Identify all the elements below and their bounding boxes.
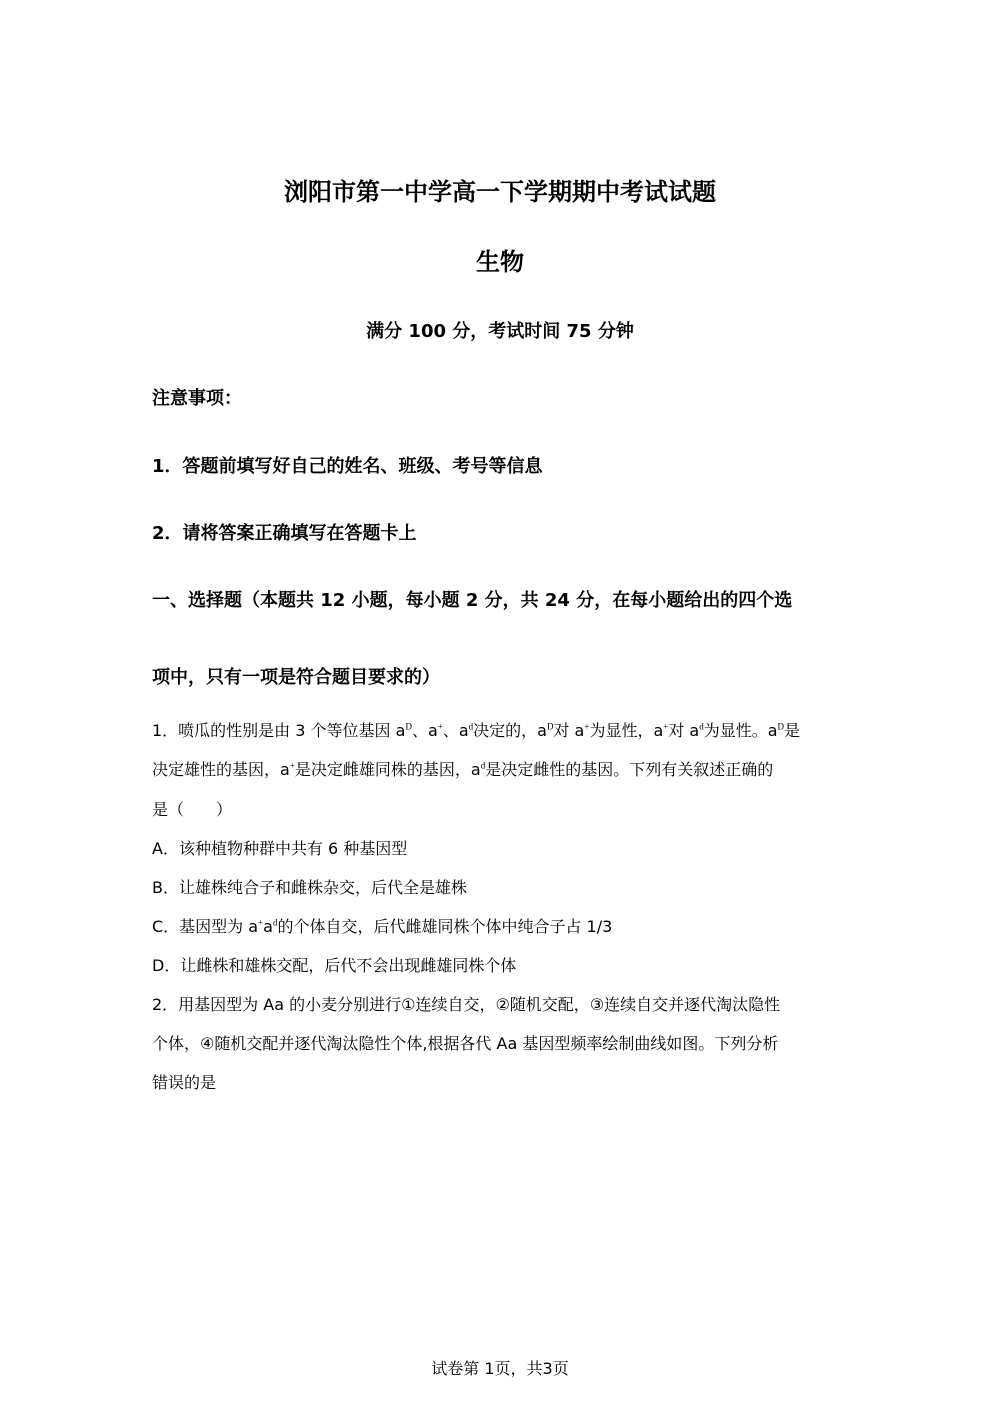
section-heading-line1: 一、选择题（本题共 12 小题，每小题 2 分，共 24 分，在每小题给出的四个选 (152, 590, 793, 611)
q2-line1: 2．用基因型为 Aa 的小麦分别进行①连续自交，②随机交配，③连续自交并逐代淘汰隐性 (152, 995, 781, 1014)
q1-option-b: B．让雄株纯合子和雌株杂交，后代全是雄株 (152, 878, 467, 897)
notes-heading: 注意事项： (152, 388, 242, 409)
q1-option-d: D．让雌株和雄株交配，后代不会出现雌雄同株个体 (152, 956, 517, 975)
q1-option-a: A．该种植物种群中共有 6 种基因型 (152, 839, 408, 858)
q1-line2: 决定雄性的基因，a+是决定雌雄同株的基因，$a^d$是决定雌性的基因。下列有关叙述正确的 (152, 760, 774, 779)
q2-line3: 错误的是 (152, 1073, 217, 1092)
exam-title: 浏阳市第一中学高一下学期期中考试试题 (284, 178, 716, 206)
q1-option-c: C．基因型为 $a^+a^d$的个体自交，后代雌雄同株个体中纯合子占 1/3 (152, 917, 613, 936)
section-heading-line2: 项中，只有一项是符合题目要求的） (152, 667, 440, 688)
q2-line2: 个体，④随机交配并逐代淘汰隐性个体,根据各代 Aa 基因型频率绘制曲线如图。下列分析 (152, 1034, 779, 1053)
exam-meta: 满分 100 分，考试时间 75 分钟 (366, 321, 634, 342)
note-item-1: 1．答题前填写好自己的姓名、班级、考号等信息 (152, 456, 543, 477)
q1-line3: 是（ ） (152, 800, 233, 819)
subject-title: 生物 (476, 248, 524, 276)
q1-line1: 1．喷瓜的性别是由 3 个等位基因 $a^D$、a+、$a^d$决定的，$a^D$对 a+为显性，a+对 $a^d$为显性。$a^D$是 (152, 721, 801, 740)
page-footer: 试卷第 1页，共3页 (431, 1359, 569, 1378)
note-item-2: 2．请将答案正确填写在答题卡上 (152, 523, 417, 544)
